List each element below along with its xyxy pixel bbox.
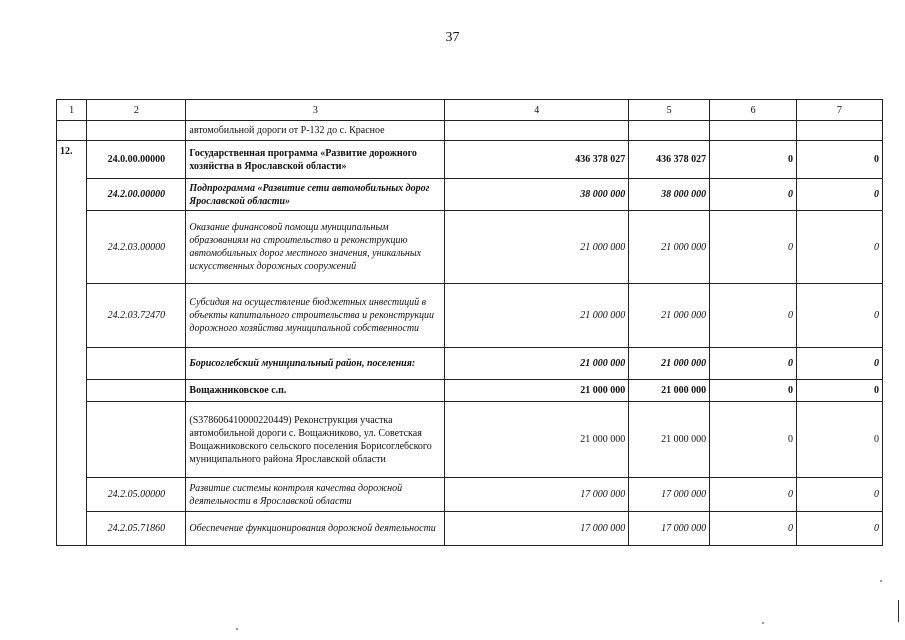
amount-col7-cell: 0 <box>797 141 883 179</box>
amount-col4-cell: 21 000 000 <box>445 284 629 348</box>
amount-col5-cell: 17 000 000 <box>629 512 710 546</box>
table-row <box>57 402 883 478</box>
amount-col6-cell: 0 <box>710 402 797 478</box>
amount-col6-cell: 0 <box>710 512 797 546</box>
amount-col7-cell: 0 <box>797 380 883 402</box>
program-name-cell: (S378606410000220449) Реконструкция участка автомобильной дороги с. Вощажниково, ул. Советская Вощажниковского сельского поселения Борисоглебского муниципального района Ярославской области <box>186 402 445 478</box>
header-cell: 4 <box>445 100 629 121</box>
amount-col7-cell: 0 <box>797 284 883 348</box>
scan-speck <box>762 622 764 624</box>
budget-code-cell: 24.2.03.00000 <box>87 211 186 284</box>
amount-col6-cell: 0 <box>710 211 797 284</box>
table-row <box>57 211 883 284</box>
amount-col7-cell: 0 <box>797 211 883 284</box>
amount-col4-cell: 17 000 000 <box>445 478 629 512</box>
carry-over-text: автомобильной дороги от Р-132 до с. Красное <box>186 121 445 141</box>
table-row <box>57 512 883 546</box>
header-cell: 7 <box>797 100 883 121</box>
amount-col6-cell: 0 <box>710 478 797 512</box>
program-name-cell: Развитие системы контроля качества дорожной деятельности в Ярославской области <box>186 478 445 512</box>
budget-code-cell: 24.2.05.71860 <box>87 512 186 546</box>
header-cell: 3 <box>186 100 445 121</box>
program-name-cell: Государственная программа «Развитие дорожного хозяйства в Ярославской области» <box>186 141 445 179</box>
header-cell: 1 <box>57 100 87 121</box>
header-cell: 2 <box>87 100 186 121</box>
amount-col7-cell: 0 <box>797 478 883 512</box>
scan-speck <box>880 580 882 582</box>
empty-cell <box>87 121 186 141</box>
amount-col5-cell: 436 378 027 <box>629 141 710 179</box>
budget-table <box>56 99 883 546</box>
program-name-cell: Подпрограмма «Развитие сети автомобильных дорог Ярославской области» <box>186 179 445 211</box>
program-name-cell: Борисоглебский муниципальный район, поселения: <box>186 348 445 380</box>
amount-col4-cell: 21 000 000 <box>445 348 629 380</box>
amount-col6-cell: 0 <box>710 348 797 380</box>
empty-cell <box>629 121 710 141</box>
budget-code-cell <box>87 402 186 478</box>
header-cell: 6 <box>710 100 797 121</box>
empty-cell <box>57 121 87 141</box>
table-row <box>57 141 883 179</box>
amount-col5-cell: 38 000 000 <box>629 179 710 211</box>
amount-col4-cell: 17 000 000 <box>445 512 629 546</box>
header-cell: 5 <box>629 100 710 121</box>
program-name-cell: Субсидия на осуществление бюджетных инвестиций в объекты капитального строительства и реконструкции дорожного хозяйства муниципальной собственности <box>186 284 445 348</box>
amount-col5-cell: 21 000 000 <box>629 348 710 380</box>
amount-col7-cell: 0 <box>797 512 883 546</box>
budget-code-cell: 24.0.00.00000 <box>87 141 186 179</box>
amount-col4-cell: 21 000 000 <box>445 211 629 284</box>
budget-code-cell <box>87 348 186 380</box>
amount-col5-cell: 17 000 000 <box>629 478 710 512</box>
budget-code-cell: 24.2.03.72470 <box>87 284 186 348</box>
budget-code-cell: 24.2.00.00000 <box>87 179 186 211</box>
empty-cell <box>445 121 629 141</box>
table-row <box>57 284 883 348</box>
budget-code-cell: 24.2.05.00000 <box>87 478 186 512</box>
table-row <box>57 348 883 380</box>
header-row <box>57 100 883 121</box>
amount-col4-cell: 436 378 027 <box>445 141 629 179</box>
empty-cell <box>797 121 883 141</box>
program-name-cell: Оказание финансовой помощи муниципальным образованиям на строительство и реконструкцию автомобильных дорог местного значения, уникальных искусственных дорожных сооружений <box>186 211 445 284</box>
amount-col6-cell: 0 <box>710 141 797 179</box>
budget-code-cell <box>87 380 186 402</box>
amount-col6-cell: 0 <box>710 380 797 402</box>
amount-col5-cell: 21 000 000 <box>629 402 710 478</box>
amount-col4-cell: 38 000 000 <box>445 179 629 211</box>
amount-col5-cell: 21 000 000 <box>629 211 710 284</box>
amount-col4-cell: 21 000 000 <box>445 380 629 402</box>
program-name-cell: Обеспечение функционирования дорожной деятельности <box>186 512 445 546</box>
carry-over-row <box>57 121 883 141</box>
page-number: 37 <box>445 30 460 45</box>
amount-col7-cell: 0 <box>797 179 883 211</box>
table-row <box>57 380 883 402</box>
amount-col7-cell: 0 <box>797 402 883 478</box>
scan-speck <box>236 628 238 630</box>
empty-cell <box>710 121 797 141</box>
amount-col4-cell: 21 000 000 <box>445 402 629 478</box>
table-row <box>57 179 883 211</box>
page-edge-mark <box>898 600 899 622</box>
section-number: 12. <box>57 141 87 546</box>
amount-col6-cell: 0 <box>710 179 797 211</box>
amount-col5-cell: 21 000 000 <box>629 284 710 348</box>
amount-col6-cell: 0 <box>710 284 797 348</box>
amount-col7-cell: 0 <box>797 348 883 380</box>
table-row <box>57 478 883 512</box>
amount-col5-cell: 21 000 000 <box>629 380 710 402</box>
program-name-cell: Вощажниковское с.п. <box>186 380 445 402</box>
